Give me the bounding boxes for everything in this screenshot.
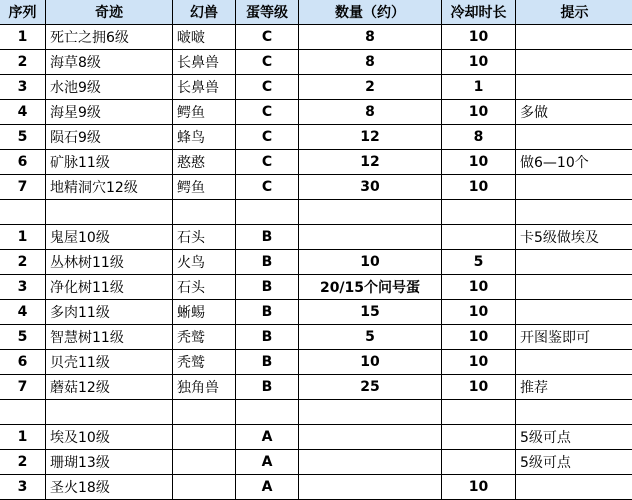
cell-index[interactable]: 3 — [0, 75, 46, 100]
cell-beast[interactable]: 蜥蜴 — [173, 300, 236, 325]
cell-egg-grade[interactable]: C — [236, 50, 299, 75]
cell-cooldown[interactable] — [442, 425, 516, 450]
cell-egg-grade[interactable]: B — [236, 300, 299, 325]
cell-tip[interactable] — [516, 275, 632, 300]
cell-quantity[interactable]: 5 — [299, 325, 442, 350]
cell-wonder[interactable]: 水池9级 — [46, 75, 173, 100]
cell-quantity[interactable]: 8 — [299, 50, 442, 75]
header-cell-egg-grade[interactable]: 蛋等级 — [236, 0, 299, 25]
table-row — [0, 75, 632, 100]
cell-beast[interactable]: 独角兽 — [173, 375, 236, 400]
cell-beast[interactable]: 蜂鸟 — [173, 125, 236, 150]
cell-quantity[interactable]: 2 — [299, 75, 442, 100]
cell-cooldown[interactable]: 10 — [442, 25, 516, 50]
cell-egg-grade[interactable]: B — [236, 350, 299, 375]
cell-wonder[interactable]: 蘑菇12级 — [46, 375, 173, 400]
table-row — [0, 175, 632, 200]
cell-quantity[interactable]: 15 — [299, 300, 442, 325]
cell-cooldown[interactable]: 10 — [442, 175, 516, 200]
cell-cooldown[interactable] — [442, 400, 516, 425]
cell-index[interactable]: 4 — [0, 100, 46, 125]
cell-wonder[interactable]: 智慧树11级 — [46, 325, 173, 350]
cell-beast[interactable]: 憨憨 — [173, 150, 236, 175]
cell-cooldown[interactable]: 10 — [442, 150, 516, 175]
header-cell-cooldown[interactable]: 冷却时长 — [442, 0, 516, 25]
table-row — [0, 250, 632, 275]
cell-wonder[interactable]: 海星9级 — [46, 100, 173, 125]
table-row — [0, 325, 632, 350]
cell-beast[interactable]: 石头 — [173, 225, 236, 250]
cell-index[interactable]: 6 — [0, 150, 46, 175]
cell-egg-grade[interactable]: C — [236, 100, 299, 125]
cell-wonder[interactable]: 海草8级 — [46, 50, 173, 75]
cell-quantity[interactable] — [299, 475, 442, 500]
cell-egg-grade[interactable]: C — [236, 150, 299, 175]
cell-cooldown[interactable]: 10 — [442, 275, 516, 300]
header-cell-tip[interactable]: 提示 — [516, 0, 632, 25]
cell-index[interactable] — [0, 200, 46, 225]
cell-beast[interactable] — [173, 200, 236, 225]
cell-beast[interactable]: 长鼻兽 — [173, 50, 236, 75]
cell-tip[interactable] — [516, 50, 632, 75]
cell-index[interactable]: 1 — [0, 425, 46, 450]
cell-quantity[interactable]: 12 — [299, 150, 442, 175]
cell-cooldown[interactable]: 1 — [442, 75, 516, 100]
cell-tip[interactable]: 卡5级做埃及 — [516, 225, 632, 250]
cell-cooldown[interactable] — [442, 225, 516, 250]
cell-quantity[interactable] — [299, 225, 442, 250]
cell-quantity[interactable]: 20/15个问号蛋 — [299, 275, 442, 300]
cell-index[interactable]: 2 — [0, 250, 46, 275]
cell-quantity[interactable]: 8 — [299, 100, 442, 125]
cell-beast[interactable] — [173, 400, 236, 425]
cell-beast[interactable]: 鳄鱼 — [173, 175, 236, 200]
cell-quantity[interactable]: 8 — [299, 25, 442, 50]
cell-index[interactable]: 6 — [0, 350, 46, 375]
header-cell-beast[interactable]: 幻兽 — [173, 0, 236, 25]
cell-cooldown[interactable]: 10 — [442, 375, 516, 400]
table-row — [0, 125, 632, 150]
cell-index[interactable] — [0, 400, 46, 425]
cell-quantity[interactable]: 10 — [299, 250, 442, 275]
cell-cooldown[interactable]: 10 — [442, 300, 516, 325]
cell-wonder[interactable]: 矿脉11级 — [46, 150, 173, 175]
cell-egg-grade[interactable]: A — [236, 450, 299, 475]
cell-quantity[interactable]: 10 — [299, 350, 442, 375]
table-row — [0, 50, 632, 75]
cell-egg-grade[interactable]: A — [236, 425, 299, 450]
cell-index[interactable]: 7 — [0, 375, 46, 400]
cell-index[interactable]: 2 — [0, 50, 46, 75]
cell-index[interactable]: 7 — [0, 175, 46, 200]
table-row — [0, 425, 632, 450]
cell-beast[interactable]: 火鸟 — [173, 250, 236, 275]
cell-quantity[interactable]: 12 — [299, 125, 442, 150]
header-row — [0, 0, 632, 25]
cell-tip[interactable]: 做6—10个 — [516, 150, 632, 175]
cell-index[interactable]: 3 — [0, 275, 46, 300]
cell-tip[interactable] — [516, 250, 632, 275]
cell-quantity[interactable] — [299, 400, 442, 425]
cell-wonder[interactable]: 陨石9级 — [46, 125, 173, 150]
table-row — [0, 350, 632, 375]
cell-wonder[interactable] — [46, 400, 173, 425]
cell-tip[interactable] — [516, 300, 632, 325]
table-row — [0, 200, 632, 225]
cell-tip[interactable] — [516, 25, 632, 50]
cell-tip[interactable] — [516, 475, 632, 500]
cell-tip[interactable] — [516, 200, 632, 225]
cell-wonder[interactable]: 多肉11级 — [46, 300, 173, 325]
cell-quantity[interactable] — [299, 200, 442, 225]
cell-quantity[interactable]: 25 — [299, 375, 442, 400]
cell-egg-grade[interactable]: B — [236, 275, 299, 300]
cell-cooldown[interactable]: 10 — [442, 100, 516, 125]
cell-quantity[interactable] — [299, 450, 442, 475]
table-row — [0, 100, 632, 125]
cell-beast[interactable] — [173, 425, 236, 450]
cell-cooldown[interactable]: 5 — [442, 250, 516, 275]
cell-wonder[interactable]: 净化树11级 — [46, 275, 173, 300]
cell-index[interactable]: 1 — [0, 25, 46, 50]
cell-egg-grade[interactable]: B — [236, 250, 299, 275]
table-row — [0, 450, 632, 475]
cell-cooldown[interactable]: 10 — [442, 475, 516, 500]
header-cell-wonder[interactable]: 奇迹 — [46, 0, 173, 25]
cell-wonder[interactable]: 鬼屋10级 — [46, 225, 173, 250]
cell-index[interactable]: 1 — [0, 225, 46, 250]
cell-beast[interactable]: 石头 — [173, 275, 236, 300]
table-row — [0, 225, 632, 250]
cell-index[interactable]: 3 — [0, 475, 46, 500]
cell-tip[interactable] — [516, 75, 632, 100]
table-row — [0, 275, 632, 300]
table-row — [0, 375, 632, 400]
cell-index[interactable]: 5 — [0, 325, 46, 350]
cell-egg-grade[interactable]: C — [236, 125, 299, 150]
cell-cooldown[interactable]: 10 — [442, 50, 516, 75]
header-cell-quantity[interactable]: 数量（约） — [299, 0, 442, 25]
header-cell-index[interactable]: 序列 — [0, 0, 46, 25]
cell-egg-grade[interactable]: A — [236, 475, 299, 500]
cell-beast[interactable]: 啵啵 — [173, 25, 236, 50]
cell-wonder[interactable]: 埃及10级 — [46, 425, 173, 450]
cell-tip[interactable]: 5级可点 — [516, 450, 632, 475]
table-row — [0, 400, 632, 425]
cell-wonder[interactable]: 圣火18级 — [46, 475, 173, 500]
cell-beast[interactable]: 长鼻兽 — [173, 75, 236, 100]
cell-beast[interactable]: 秃鹫 — [173, 350, 236, 375]
cell-cooldown[interactable]: 8 — [442, 125, 516, 150]
table-row — [0, 150, 632, 175]
cell-cooldown[interactable] — [442, 450, 516, 475]
cell-cooldown[interactable] — [442, 200, 516, 225]
cell-index[interactable]: 5 — [0, 125, 46, 150]
cell-wonder[interactable]: 贝壳11级 — [46, 350, 173, 375]
cell-egg-grade[interactable] — [236, 400, 299, 425]
cell-tip[interactable] — [516, 350, 632, 375]
cell-wonder[interactable]: 珊瑚13级 — [46, 450, 173, 475]
cell-quantity[interactable] — [299, 425, 442, 450]
cell-wonder[interactable]: 死亡之拥6级 — [46, 25, 173, 50]
cell-tip[interactable] — [516, 175, 632, 200]
table-row — [0, 475, 632, 500]
cell-tip[interactable] — [516, 125, 632, 150]
cell-wonder[interactable]: 地精洞穴12级 — [46, 175, 173, 200]
cell-beast[interactable] — [173, 475, 236, 500]
cell-tip[interactable]: 开图鉴即可 — [516, 325, 632, 350]
cell-beast[interactable]: 秃鹫 — [173, 325, 236, 350]
table-row — [0, 25, 632, 50]
cell-tip[interactable]: 多做 — [516, 100, 632, 125]
cell-quantity[interactable]: 30 — [299, 175, 442, 200]
cell-tip[interactable] — [516, 400, 632, 425]
cell-cooldown[interactable]: 10 — [442, 325, 516, 350]
cell-tip[interactable]: 5级可点 — [516, 425, 632, 450]
cell-index[interactable]: 4 — [0, 300, 46, 325]
cell-egg-grade[interactable]: B — [236, 325, 299, 350]
cell-tip[interactable]: 推荐 — [516, 375, 632, 400]
cell-egg-grade[interactable] — [236, 200, 299, 225]
cell-egg-grade[interactable]: C — [236, 175, 299, 200]
cell-index[interactable]: 2 — [0, 450, 46, 475]
cell-beast[interactable] — [173, 450, 236, 475]
cell-wonder[interactable]: 丛林树11级 — [46, 250, 173, 275]
cell-egg-grade[interactable]: B — [236, 225, 299, 250]
cell-egg-grade[interactable]: B — [236, 375, 299, 400]
cell-beast[interactable]: 鳄鱼 — [173, 100, 236, 125]
table-row — [0, 300, 632, 325]
cell-egg-grade[interactable]: C — [236, 75, 299, 100]
cell-cooldown[interactable]: 10 — [442, 350, 516, 375]
cell-wonder[interactable] — [46, 200, 173, 225]
cell-egg-grade[interactable]: C — [236, 25, 299, 50]
